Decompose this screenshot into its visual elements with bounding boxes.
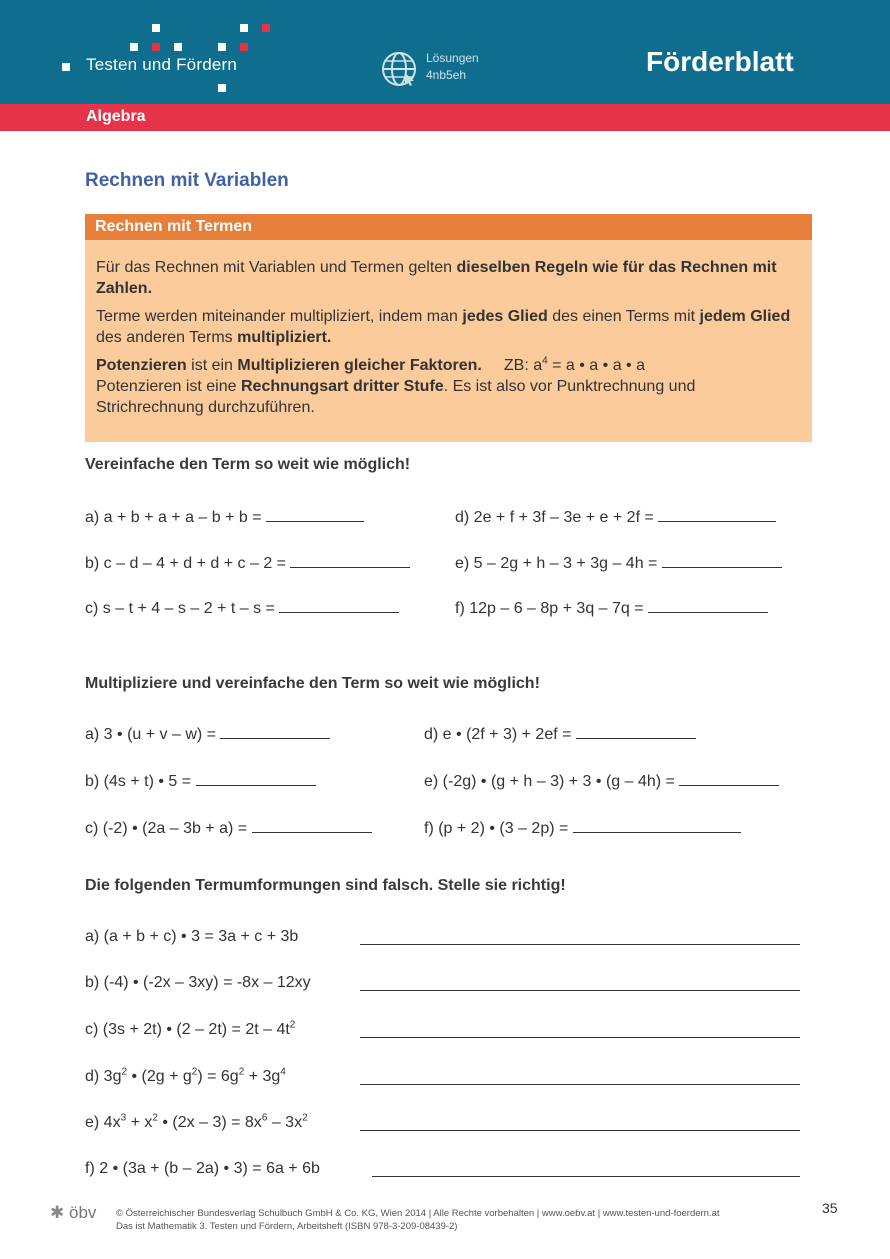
exercise-text: – 3x bbox=[267, 1114, 303, 1131]
sheet-type-title: Förderblatt bbox=[646, 46, 794, 77]
exercise-text: • (2g + g bbox=[127, 1068, 192, 1085]
bold-text: Potenzieren bbox=[96, 357, 187, 374]
answer-blank[interactable] bbox=[279, 598, 399, 613]
text: des anderen Terms bbox=[96, 329, 238, 346]
footer-copyright bbox=[116, 1207, 720, 1233]
exercise-3b: b) (-4) • (-2x – 3xy) = -8x – 12xy bbox=[85, 974, 311, 991]
exercise-text: c) (-2) • (2a – 3b + a) = bbox=[85, 820, 248, 837]
exercise-text: + x bbox=[126, 1114, 153, 1131]
solutions-link[interactable] bbox=[426, 50, 479, 84]
subject-bar bbox=[0, 104, 890, 131]
exercise-1d bbox=[455, 507, 776, 527]
answer-blank[interactable] bbox=[196, 771, 316, 786]
asterisk-icon: ✱ bbox=[50, 1203, 65, 1222]
exercise-1b bbox=[85, 553, 410, 573]
superscript: 2 bbox=[152, 1112, 158, 1124]
superscript: 2 bbox=[191, 1066, 198, 1078]
exercise-text: e) 5 – 2g + h – 3 + 3g – 4h = bbox=[455, 555, 658, 572]
text: ZB: a bbox=[503, 357, 543, 374]
exercise-text: c) (3s + 2t) • (2 – 2t) = 2t – 4t bbox=[85, 1021, 290, 1038]
rule-paragraph-3 bbox=[96, 355, 796, 376]
publisher-logo-text: öbv bbox=[68, 1203, 97, 1222]
exercise-text: c) s – t + 4 – s – 2 + t – s = bbox=[85, 600, 275, 617]
superscript: 2 bbox=[302, 1112, 308, 1124]
solutions-code: 4nb5eh bbox=[426, 68, 467, 82]
text: Für das Rechnen mit Variablen und Termen gelten bbox=[96, 259, 457, 276]
bold-text: Multiplizieren gleicher Faktoren. bbox=[237, 357, 482, 374]
superscript: 4 bbox=[542, 355, 548, 367]
bold-text: jedes Glied bbox=[462, 308, 548, 325]
exercise-3c bbox=[85, 1021, 295, 1039]
rule-paragraph-1 bbox=[96, 257, 796, 299]
info-box-header bbox=[85, 214, 812, 240]
exercise-text: d) 3g bbox=[85, 1068, 122, 1085]
bold-text: multipliziert. bbox=[237, 329, 332, 346]
bold-text: jedem Glied bbox=[699, 308, 791, 325]
answer-line[interactable] bbox=[372, 1176, 800, 1177]
publisher-logo bbox=[50, 1203, 96, 1223]
info-box-body bbox=[96, 257, 796, 425]
logo-square bbox=[152, 24, 160, 32]
exercise-text: a) 3 • (u + v – w) = bbox=[85, 726, 216, 743]
logo-square bbox=[262, 24, 270, 32]
superscript: 3 bbox=[120, 1112, 127, 1124]
text: ist ein bbox=[186, 357, 238, 374]
logo-square bbox=[174, 43, 182, 51]
answer-blank[interactable] bbox=[220, 724, 330, 739]
text: = a • a • a • a bbox=[547, 357, 645, 374]
rule-paragraph-4 bbox=[96, 376, 796, 418]
exercise-3a: a) (a + b + c) • 3 = 3a + c + 3b bbox=[85, 928, 299, 945]
exercise-3f: f) 2 • (3a + (b – 2a) • 3) = 6a + 6b bbox=[85, 1160, 320, 1177]
exercise-text: d) e • (2f + 3) + 2ef = bbox=[424, 726, 572, 743]
answer-line[interactable] bbox=[360, 944, 800, 945]
logo-text: Testen und Fördern bbox=[86, 55, 238, 74]
answer-line[interactable] bbox=[360, 990, 800, 991]
exercise-2b bbox=[85, 771, 316, 791]
logo-square bbox=[218, 43, 226, 51]
info-box-heading: Rechnen mit Termen bbox=[95, 218, 253, 235]
exercise-2a bbox=[85, 724, 330, 744]
exercise-3e bbox=[85, 1114, 308, 1132]
answer-blank[interactable] bbox=[662, 553, 782, 568]
exercise-1c bbox=[85, 598, 399, 618]
answer-blank[interactable] bbox=[658, 507, 776, 522]
exercise-text: e) 4x bbox=[85, 1114, 121, 1131]
superscript: 2 bbox=[289, 1019, 296, 1031]
info-box bbox=[85, 214, 812, 442]
bold-text: dieselben Regeln wie für das Rechnen mit Zahlen. bbox=[96, 259, 777, 297]
logo-square bbox=[240, 24, 248, 32]
exercise-2d bbox=[424, 724, 696, 744]
answer-blank[interactable] bbox=[573, 818, 741, 833]
section-1-instruction: Vereinfache den Term so weit wie möglich! bbox=[85, 456, 411, 473]
text: Terme werden miteinander multipliziert, indem man bbox=[96, 308, 463, 325]
exercise-text: b) (4s + t) • 5 = bbox=[85, 773, 192, 790]
solutions-label: Lösungen bbox=[426, 51, 479, 65]
answer-blank[interactable] bbox=[290, 553, 410, 568]
exercise-text: f) (p + 2) • (3 – 2p) = bbox=[424, 820, 569, 837]
exercise-text: f) 12p – 6 – 8p + 3q – 7q = bbox=[455, 600, 644, 617]
exercise-1e bbox=[455, 553, 782, 573]
answer-line[interactable] bbox=[360, 1130, 800, 1131]
exercise-3d bbox=[85, 1068, 286, 1086]
exercise-2e bbox=[424, 771, 779, 791]
exercise-text: d) 2e + f + 3f – 3e + e + 2f = bbox=[455, 509, 654, 526]
logo-square bbox=[62, 63, 70, 71]
exercise-text: ) = 6g bbox=[197, 1068, 239, 1085]
exercise-text: • (2x – 3) = 8x bbox=[157, 1114, 262, 1131]
answer-line[interactable] bbox=[360, 1037, 800, 1038]
text: des einen Terms mit bbox=[547, 308, 700, 325]
logo-square bbox=[152, 43, 160, 51]
header-banner bbox=[0, 0, 890, 104]
superscript: 4 bbox=[280, 1066, 286, 1078]
superscript: 6 bbox=[261, 1112, 268, 1124]
text: . Es ist also vor Punktrechnung und Strichrechnung durchzuführen. bbox=[96, 378, 696, 416]
answer-blank[interactable] bbox=[648, 598, 768, 613]
answer-blank[interactable] bbox=[252, 818, 372, 833]
page-number: 35 bbox=[822, 1200, 838, 1216]
globe-icon[interactable] bbox=[381, 51, 417, 87]
exercise-text: a) a + b + a + a – b + b = bbox=[85, 509, 262, 526]
page-title: Rechnen mit Variablen bbox=[85, 170, 289, 191]
answer-blank[interactable] bbox=[679, 771, 779, 786]
logo-square bbox=[130, 43, 138, 51]
exercise-text: + 3g bbox=[244, 1068, 281, 1085]
exercise-text: e) (-2g) • (g + h – 3) + 3 • (g – 4h) = bbox=[424, 773, 675, 790]
answer-blank[interactable] bbox=[576, 724, 696, 739]
exercise-1a bbox=[85, 507, 364, 527]
exercise-text: b) c – d – 4 + d + d + c – 2 = bbox=[85, 555, 287, 572]
exercise-2c bbox=[85, 818, 372, 838]
footer-line-2: Das ist Mathematik 3. Testen und Fördern, Arbeitsheft (ISBN 978-3-209-08439-2) bbox=[116, 1221, 458, 1232]
exercise-1f bbox=[455, 598, 768, 618]
superscript: 2 bbox=[238, 1066, 245, 1078]
answer-line[interactable] bbox=[360, 1084, 800, 1085]
footer-line-1: © Österreichischer Bundesverlag Schulbuch GmbH & Co. KG, Wien 2014 | Alle Rechte vorbehalten | www.oebv.at | www.testen-und-foerdern.at bbox=[116, 1208, 720, 1219]
logo-square bbox=[240, 43, 248, 51]
text: Potenzieren ist eine bbox=[96, 378, 241, 395]
section-2-instruction: Multipliziere und vereinfache den Term so weit wie möglich! bbox=[85, 675, 540, 692]
section-3-instruction: Die folgenden Termumformungen sind falsch. Stelle sie richtig! bbox=[85, 877, 566, 894]
rule-paragraph-2 bbox=[96, 306, 796, 348]
subject-label: Algebra bbox=[86, 108, 146, 125]
bold-text: Rechnungsart dritter Stufe bbox=[240, 378, 444, 395]
logo-square bbox=[218, 84, 226, 92]
exercise-2f bbox=[424, 818, 741, 838]
superscript: 2 bbox=[121, 1066, 128, 1078]
answer-blank[interactable] bbox=[266, 507, 364, 522]
